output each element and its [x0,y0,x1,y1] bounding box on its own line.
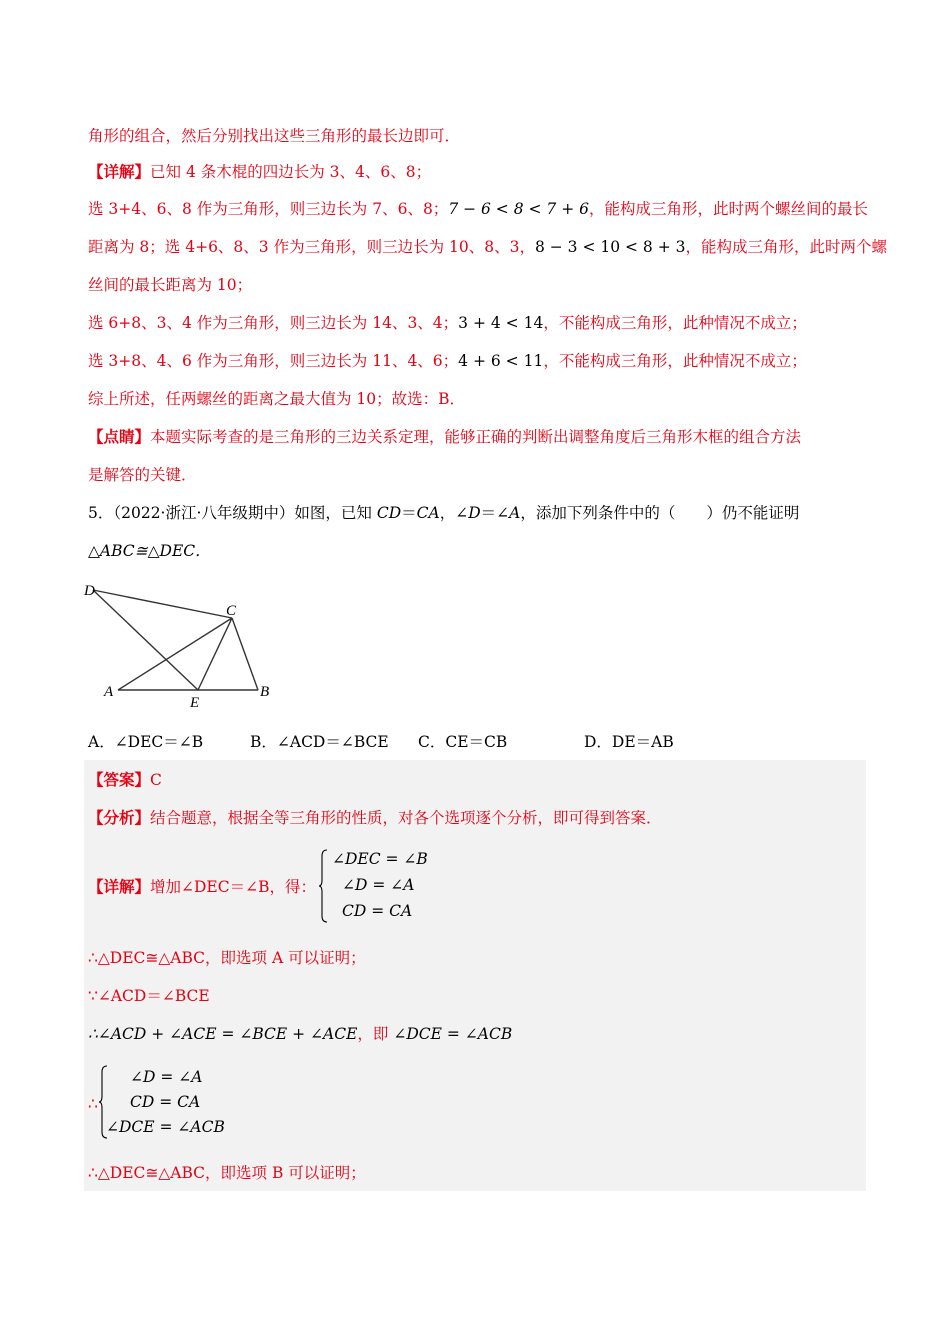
answer-tag: 【答案】 [88,770,151,789]
comment-text: 本题实际考查的是三角形的三边关系定理，能够正确的判断出调整角度后三角形木框的组合方法 [150,428,802,446]
system-2-row-1: ∠D = ∠A [130,1068,203,1086]
q-seg-ca: CA [416,504,440,522]
equation-system-1 [318,848,438,924]
detail-line-5-end: ，不能构成三角形，此种情况不成立； [543,352,807,370]
detail-line-4-end: ，不能构成三角形，此种情况不成立； [543,314,807,332]
question-5-suffix: ，添加下列条件中的（ ）仍不能证明 [520,504,800,522]
answer-value: C [150,771,162,789]
option-c: C．CE＝CB [418,733,508,751]
equation-system-2 [98,1064,238,1140]
detail-line-5 [88,349,807,373]
detail-line-5-text: 选 3+8、4、6 作为三角形，则三边长为 11、4、6； [88,352,459,370]
system-2-row-2: CD = CA [130,1093,201,1111]
answer-detail-line [88,875,316,899]
detail-line-1-text: 选 3+4、6、8 作为三角形，则三边长为 7、6、8； [88,200,449,218]
segment-cb [232,618,258,690]
angle-sum-equation: ∴∠ACD + ∠ACE = ∠BCE + ∠ACE [88,1025,358,1043]
q-point-a: A [509,504,521,522]
answer-detail-tag: 【详解】 [88,877,151,896]
detail-line-4-text: 选 6+8、3、4 作为三角形，则三边长为 14、3、4； [88,314,459,332]
analysis-tag: 【分析】 [88,808,151,827]
analysis-continuation: 角形的组合，然后分别找出这些三角形的最长边即可． [88,127,461,145]
answer-detail-text: 增加∠DEC＝∠B，得： [150,878,316,896]
therefore-symbol: ∴ [88,1095,98,1113]
answer-line [88,768,162,792]
triangle-figure [80,578,280,712]
conclusion-b: ∴△DEC≅△ABC，即选项 B 可以证明； [88,1164,366,1182]
label-a: A [104,684,114,700]
brace-1 [318,848,328,924]
q-point-d: D [468,504,481,522]
math-inequality-1: 7 − 6 < 8 < 7 + 6 [448,200,589,218]
detail-conclusion: 综上所述，任两螺丝的距离之最大值为 10；故选：B． [88,390,466,408]
label-c: C [226,603,237,619]
label-e: E [190,695,200,711]
segment-de [93,590,198,690]
q-seg-cd: CD [376,504,402,522]
q-angle-2: ＝∠ [480,504,510,522]
angle-sum-connector: ，即 [357,1025,394,1043]
detail-line-1 [88,197,868,221]
system-2-row-3: ∠DCE = ∠ACB [106,1118,225,1136]
conclusion-a: ∴△DEC≅△ABC，即选项 A 可以证明； [88,949,366,967]
q-eq-1: ＝ [401,504,417,522]
comment-line-2: 是解答的关键． [88,466,197,484]
detail-tag: 【详解】 [88,162,151,181]
analysis-line [88,806,662,830]
question-5-line-1 [88,501,799,525]
detail-intro-text: 已知 4 条木棍的四边长为 3、4、6、8； [150,163,432,181]
detail-intro [88,160,431,184]
option-a: A．∠DEC＝∠B [88,733,204,751]
angle-sum-line [88,1022,512,1046]
comment-line-1 [88,425,801,449]
question-5-prefix: 5．（2022·浙江·八年级期中）如图，已知 [88,504,377,522]
math-inequality-4: 4 + 6 < 11 [458,352,544,370]
system-1-row-2: ∠D = ∠A [342,876,415,894]
question-5-line-2: △ABC≅△DEC． [88,542,211,560]
label-d: D [84,583,95,599]
detail-line-3: 丝间的最长距离为 10； [88,276,253,294]
detail-line-2-text: 距离为 8；选 4+6、8、3 作为三角形，则三边长为 10、8、3， [88,238,535,256]
option-d: D．DE＝AB [584,733,674,751]
system-1-row-3: CD = CA [342,902,413,920]
angle-dce-acb: ∠DCE = ∠ACB [393,1025,513,1043]
detail-line-2-end: ，能构成三角形，此时两个螺 [685,238,888,256]
math-inequality-2: 8 − 3 < 10 < 8 + 3 [534,238,686,256]
option-b: B．∠ACD＝∠BCE [250,733,389,751]
label-b: B [260,684,270,700]
given-acd-bce: ∵∠ACD＝∠BCE [88,987,210,1005]
detail-line-2 [88,235,887,259]
detail-line-4 [88,311,807,335]
analysis-text: 结合题意，根据全等三角形的性质，对各个选项逐个分析，即可得到答案． [150,809,662,827]
math-inequality-3: 3 + 4 < 14 [458,314,544,332]
q-angle-1: ，∠ [439,504,469,522]
segment-dc [93,590,232,618]
system-1-row-1: ∠DEC = ∠B [332,850,428,868]
detail-line-1-end: ，能构成三角形，此时两个螺丝间的最长 [589,200,869,218]
comment-tag: 【点睛】 [88,427,151,446]
